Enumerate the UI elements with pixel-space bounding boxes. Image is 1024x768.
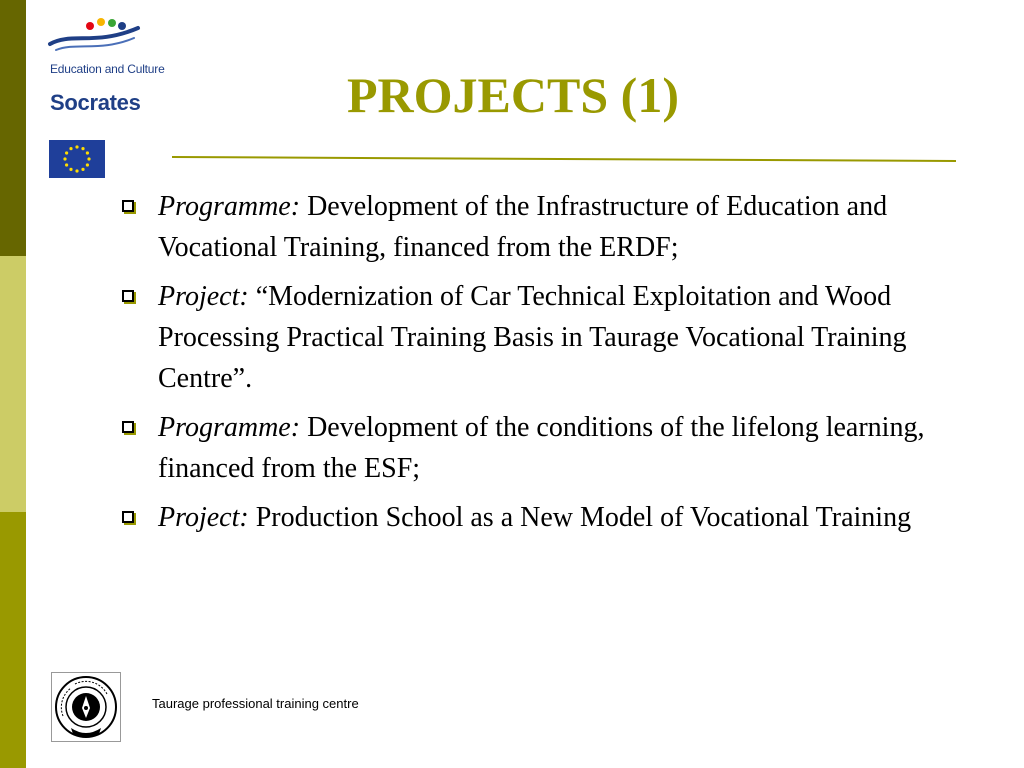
- bullet-text: “Modernization of Car Technical Exploitation and Wood Processing Practical Training Basis in Taurage Vocational Training Centre”.: [158, 281, 907, 394]
- slide-title: PROJECTS (1): [347, 67, 679, 123]
- bullet-text: Production School as a New Model of Vocational Training: [248, 502, 912, 533]
- logo-caption: Education and Culture: [50, 62, 165, 76]
- bullet-square-icon: [122, 290, 134, 302]
- bullet-item: [118, 276, 978, 399]
- bullet-lead: Project:: [158, 281, 249, 312]
- bullet-item: [118, 186, 978, 268]
- training-centre-seal-icon: [51, 672, 121, 742]
- bullet-text: Development of the conditions of the lifelong learning, financed from the ESF;: [158, 412, 925, 484]
- footer-text: Taurage professional training centre: [152, 696, 359, 711]
- socrates-logo: [46, 14, 176, 115]
- bullet-square-icon: [122, 200, 134, 212]
- bullet-lead: Programme:: [158, 191, 301, 222]
- bullet-item: [118, 497, 978, 538]
- title-underline: [172, 156, 956, 162]
- bullet-list: [118, 186, 978, 546]
- bullet-lead: Programme:: [158, 412, 301, 443]
- logo-program-name: Socrates: [50, 90, 141, 115]
- bullet-text: Development of the Infrastructure of Education and Vocational Training, financed from the ERDF;: [158, 191, 888, 263]
- side-stripe-middle: [0, 256, 26, 512]
- bullet-lead: Project:: [158, 502, 249, 533]
- bullet-item: [118, 407, 978, 489]
- eu-flag-icon: [49, 140, 105, 178]
- socrates-swoosh-icon: [46, 14, 146, 58]
- side-stripe-top: [0, 0, 26, 256]
- side-stripe-bottom: [0, 512, 26, 768]
- bullet-square-icon: [122, 421, 134, 433]
- bullet-square-icon: [122, 511, 134, 523]
